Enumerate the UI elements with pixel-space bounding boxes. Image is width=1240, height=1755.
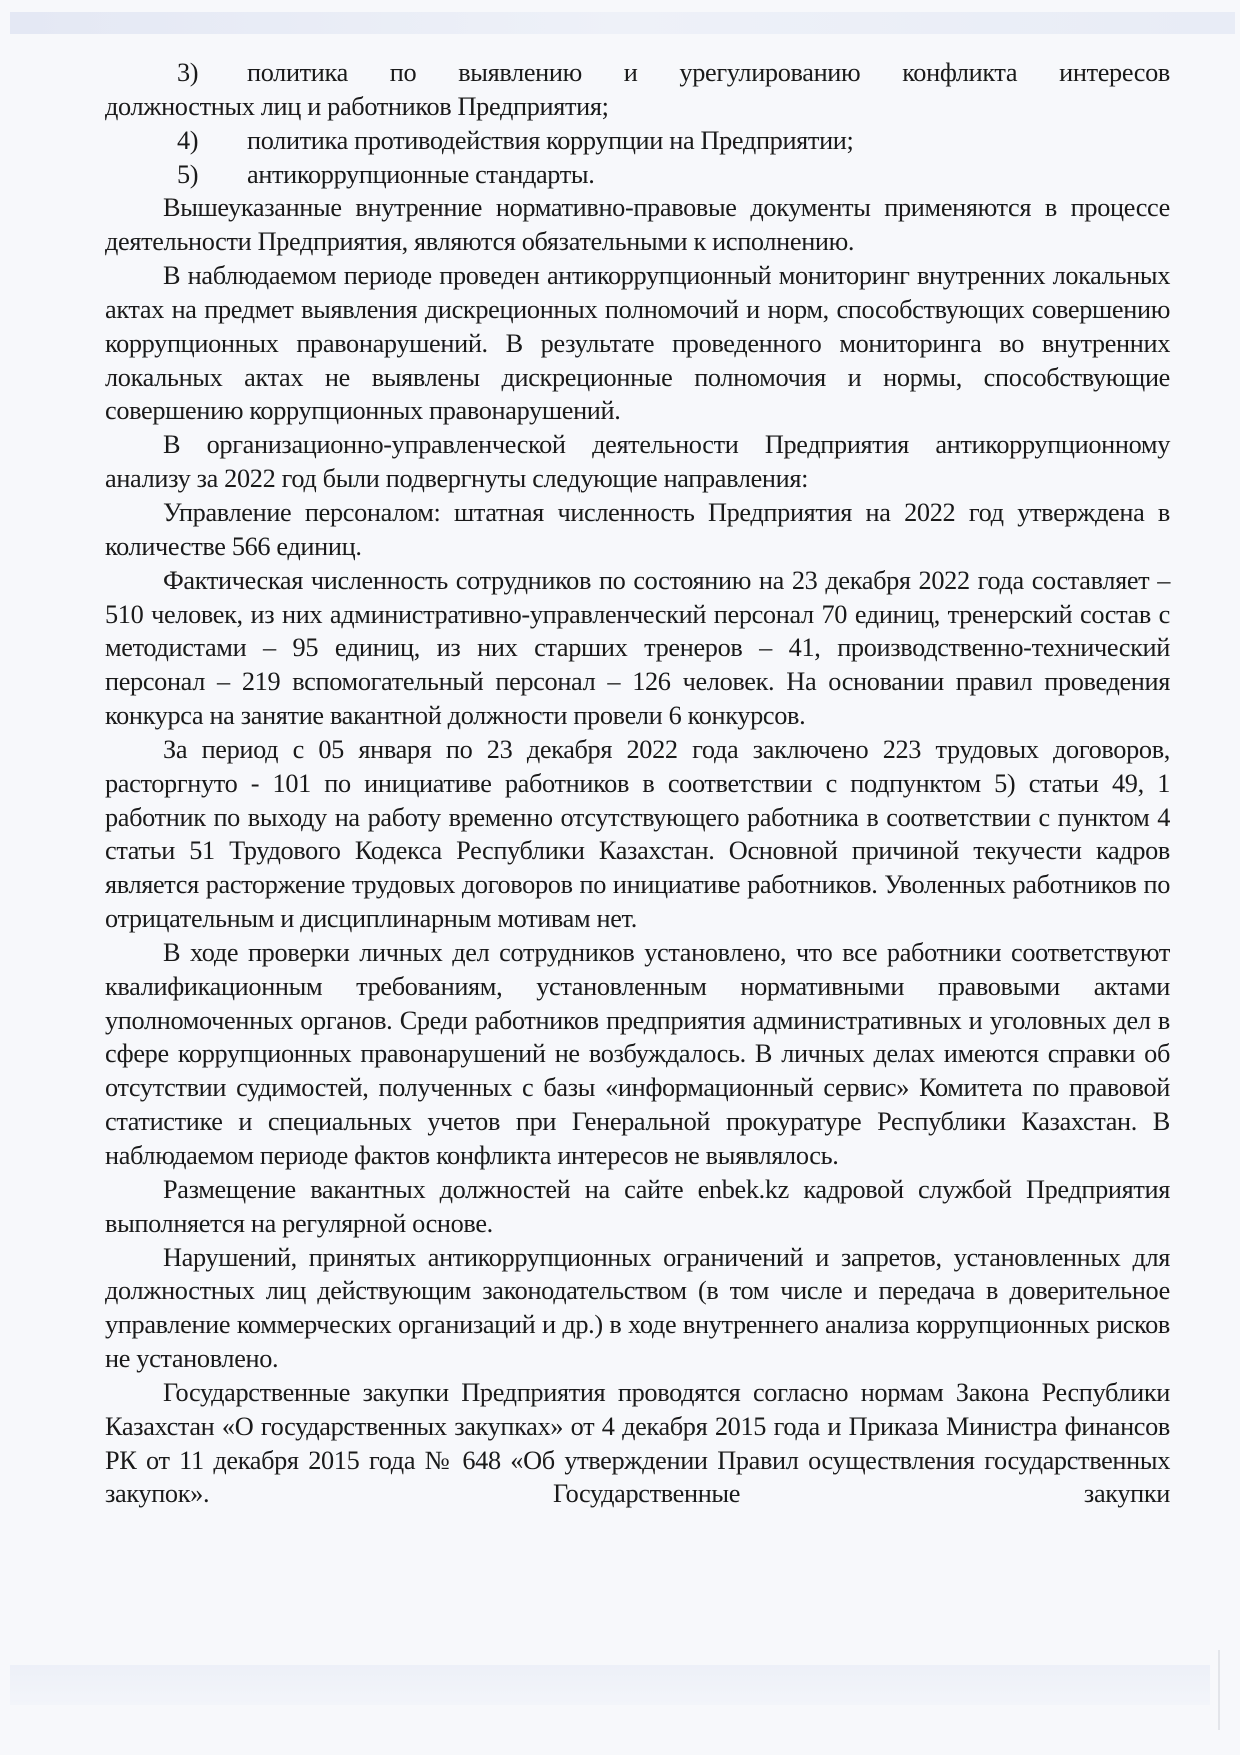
- paragraph: В наблюдаемом периоде проведен антикоррупционный мониторинг внутренних локальных актах на предмет выявления дискреционных полномочий и норм, способствующих совершению коррупционных правонарушений. В результате проведенного мониторинга во внутренних локальных актах не выявлены дискреционные полномочия и нормы, способствующие совершению коррупционных правонарушений.: [105, 261, 1170, 426]
- document-body: [105, 56, 1170, 1511]
- paragraph: В организационно-управленческой деятельности Предприятия антикоррупционному анализу за 2022 год были подвергнуты следующие направления:: [105, 430, 1170, 494]
- list-number: 5): [177, 159, 199, 189]
- paragraph: Нарушений, принятых антикоррупционных ограничений и запретов, установленных для должностных лиц действующим законодательством (в том числе и передача в доверительное управление коммерческих организаций и др.) в ходе внутреннего анализа коррупционных рисков не установлено.: [105, 1242, 1170, 1374]
- list-text: политика по выявлению и урегулированию конфликта интересов: [247, 58, 1170, 87]
- paragraph: Вышеуказанные внутренние нормативно-правовые документы применяются в процессе деятельности Предприятия, являются обязательными к исполнению.: [105, 193, 1170, 257]
- list-number: 4): [177, 125, 199, 155]
- page-edge: [1218, 1650, 1220, 1730]
- list-text: политика противодействия коррупции на Предприятии;: [247, 125, 854, 155]
- paragraph: Управление персоналом: штатная численность Предприятия на 2022 год утверждена в количестве 566 единиц.: [105, 497, 1170, 561]
- list-text: антикоррупционные стандарты.: [247, 159, 595, 189]
- paragraph: За период с 05 января по 23 декабря 2022 года заключено 223 трудовых договоров, расторгнуто - 101 по инициативе работников в соответствии с подпунктом 5) статьи 49, 1 работник по выходу на работу временно отсутствующего работника в соответствии с пунктом 4 статьи 51 Трудового Кодекса Республики Казахстан. Основной причиной текучести кадров является расторжение трудовых договоров по инициативе работников. Уволенных работников по отрицательным и дисциплинарным мотивам нет.: [105, 734, 1170, 934]
- scan-artifact-bottom: [10, 1665, 1210, 1705]
- list-number: 3): [177, 58, 199, 87]
- list-item-5: [105, 158, 1170, 192]
- list-text-continuation: должностных лиц и работников Предприятия;: [105, 91, 609, 121]
- paragraph: В ходе проверки личных дел сотрудников установлено, что все работники соответствуют квалификационным требованиям, установленным нормативными правовыми актами уполномоченных органов. Среди работников предприятия административных и уголовных дел в сфере коррупционных правонарушений не возбуждалось. В личных делах имеются справки об отсутствии судимостей, полученных с базы «информационный сервис» Комитета по правовой статистике и специальных учетов при Генеральной прокуратуре Республики Казахстан. В наблюдаемом периоде фактов конфликта интересов не выявлялось.: [105, 937, 1170, 1170]
- paragraph: Фактическая численность сотрудников по состоянию на 23 декабря 2022 года составляет – 510 человек, из них административно-управленческий персонал 70 единиц, тренерский состав с методистами – 95 единиц, из них старших тренеров – 41, производственно-технический персонал – 219 вспомогательный персонал – 126 человек. На основании правил проведения конкурса на занятие вакантной должности провели 6 конкурсов.: [105, 565, 1170, 731]
- list-item-3: [105, 56, 1170, 124]
- paragraph: Размещение вакантных должностей на сайте enbek.kz кадровой службой Предприятия выполняется на регулярной основе.: [105, 1174, 1170, 1238]
- paragraph: Государственные закупки Предприятия проводятся согласно нормам Закона Республики Казахстан «О государственных закупках» от 4 декабря 2015 года и Приказа Министра финансов РК от 11 декабря 2015 года № 648 «Об утверждении Правил осуществления государственных закупок». Государственные закупки: [105, 1377, 1170, 1509]
- list-item-4: [105, 124, 1170, 158]
- scan-artifact-top: [10, 12, 1235, 34]
